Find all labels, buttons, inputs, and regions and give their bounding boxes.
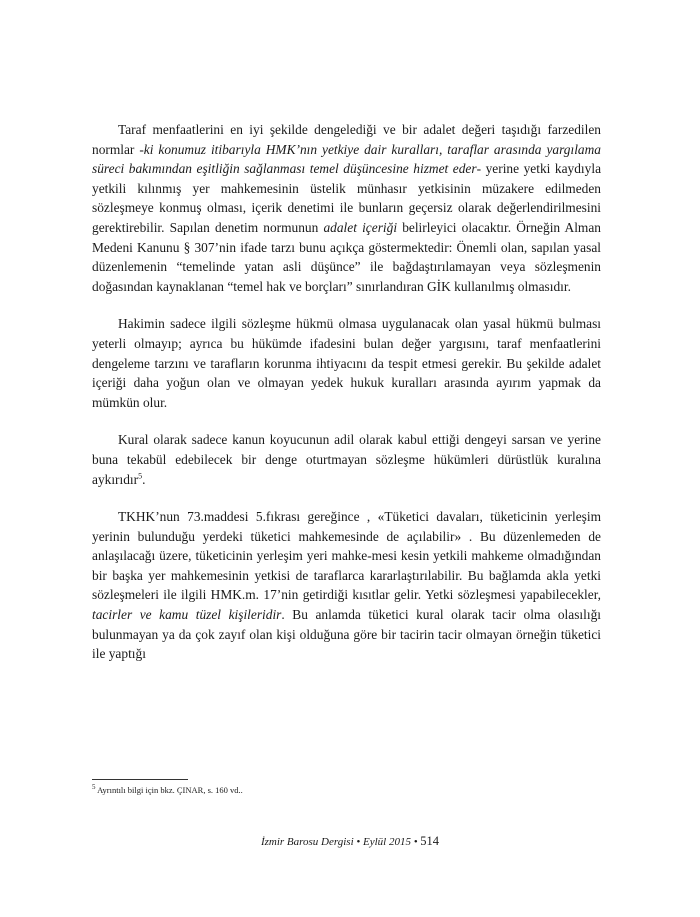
footnote — [92, 785, 601, 796]
footnote-number: 5 — [92, 783, 96, 792]
text-run: Taraf menfaatlerini en iyi şekilde dengelediği ve bir adalet değeri taşıdığı farzedilen normlar — [92, 122, 601, 157]
paragraph — [92, 507, 601, 664]
italic-text: tacirler ve kamu tüzel kişileridir — [92, 607, 282, 623]
footnote-text: Ayrıntılı bilgi için bkz. ÇINAR, s. 160 vd.. — [95, 785, 243, 795]
page-number: 514 — [420, 834, 440, 848]
paragraph — [92, 314, 601, 412]
text-run: Kural olarak sadece kanun koyucunun adil olarak kabul ettiği dengeyi sarsan ve yerine buna tekabül edebilecek bir denge oturtmayan sözleşme hükümleri dürüstlük kuralına aykırıdır — [92, 432, 601, 487]
text-run: . — [142, 471, 146, 487]
paragraph — [92, 120, 601, 296]
page-footer — [0, 834, 700, 849]
text-run: TKHK’nun 73.maddesi 5.fıkrası gereğince , «Tüketici davaları, tüketicinin yerleşim yerinin bulunduğu yerdeki tüketici mahkemesinde de açılabilir» . Bu düzenlemeden de anlaşılacağı üzere, tüketicinin yerleşim yeri mahke-mesi kesin yetkili mahkeme olmadığından bir başka yer mahkemesinin yetkisi de taraflarca kararlaştırılabilir. Bu bağlamda akla yetki sözleşmeleri ile ilgili HMK.m. 17’nin getirdiği kısıtlar gelir. Yetki sözleşmesi yapabilecekler, — [92, 509, 601, 603]
italic-text: -ki konumuz itibarıyla HMK’nın yetkiye dair kuralları, taraflar arasında yargılama süreci bakımından eşitliğin sağlanması temel düşüncesine hizmet eder — [92, 141, 601, 177]
footnote-divider — [92, 779, 188, 780]
paragraph — [92, 430, 601, 489]
text-run: - yerine yetki kaydıyla yetkili kılınmış yer mahkemesinin üstelik münhasır yetkisinin müzakere edilmeden sözleşmeye konmuş olması, içerik denetimi ile bunların geçersiz olarak değerlendirilmesini gerektirebilir. Sapılan denetim normunun — [92, 161, 602, 235]
journal-name: İzmir Barosu Dergisi • Eylül 2015 • — [260, 836, 418, 848]
text-run: Hakimin sadece ilgili sözleşme hükmü olmasa uygulanacak olan yasal hükmü bulması yeterli olmayıp; ayrıca bu hükümde ifadesini bulan değer yargısını, taraf menfaatlerini dengeleme tarzını ve tarafların korunma ihtiyacını da tespit etmesi gerekir. Bu şekilde adalet içeriği daha yoğun olan ve olmayan yedek hukuk kuralları arasında ayırım yapmak da mümkün olur. — [92, 316, 601, 410]
body-text — [92, 120, 601, 664]
text-run: belirleyici olacaktır. Örneğin Alman Medeni Kanunu § 307’nin ifade tarzı bunu açıkça göstermektedir: Önemli olan, sapılan yasal düzenlemenin “temelinde yatan asli düşünce” ile bağdaştırılamayan veya sözleşmenin doğasından kaynaklanan “temel hak ve borçları” sınırlandıran GİK kullanılmış olmasıdır. — [92, 219, 601, 294]
text-run: . Bu anlamda tüketici kural olarak tacir olma olasılığı bulunmayan ya da çok zayıf olan kişi olduğuna göre bir tacirin tacir olmayan örneğin tüketici ile yaptığı — [92, 607, 601, 662]
italic-text: adalet içeriği — [323, 219, 398, 235]
footnote-reference: 5 — [138, 471, 143, 481]
